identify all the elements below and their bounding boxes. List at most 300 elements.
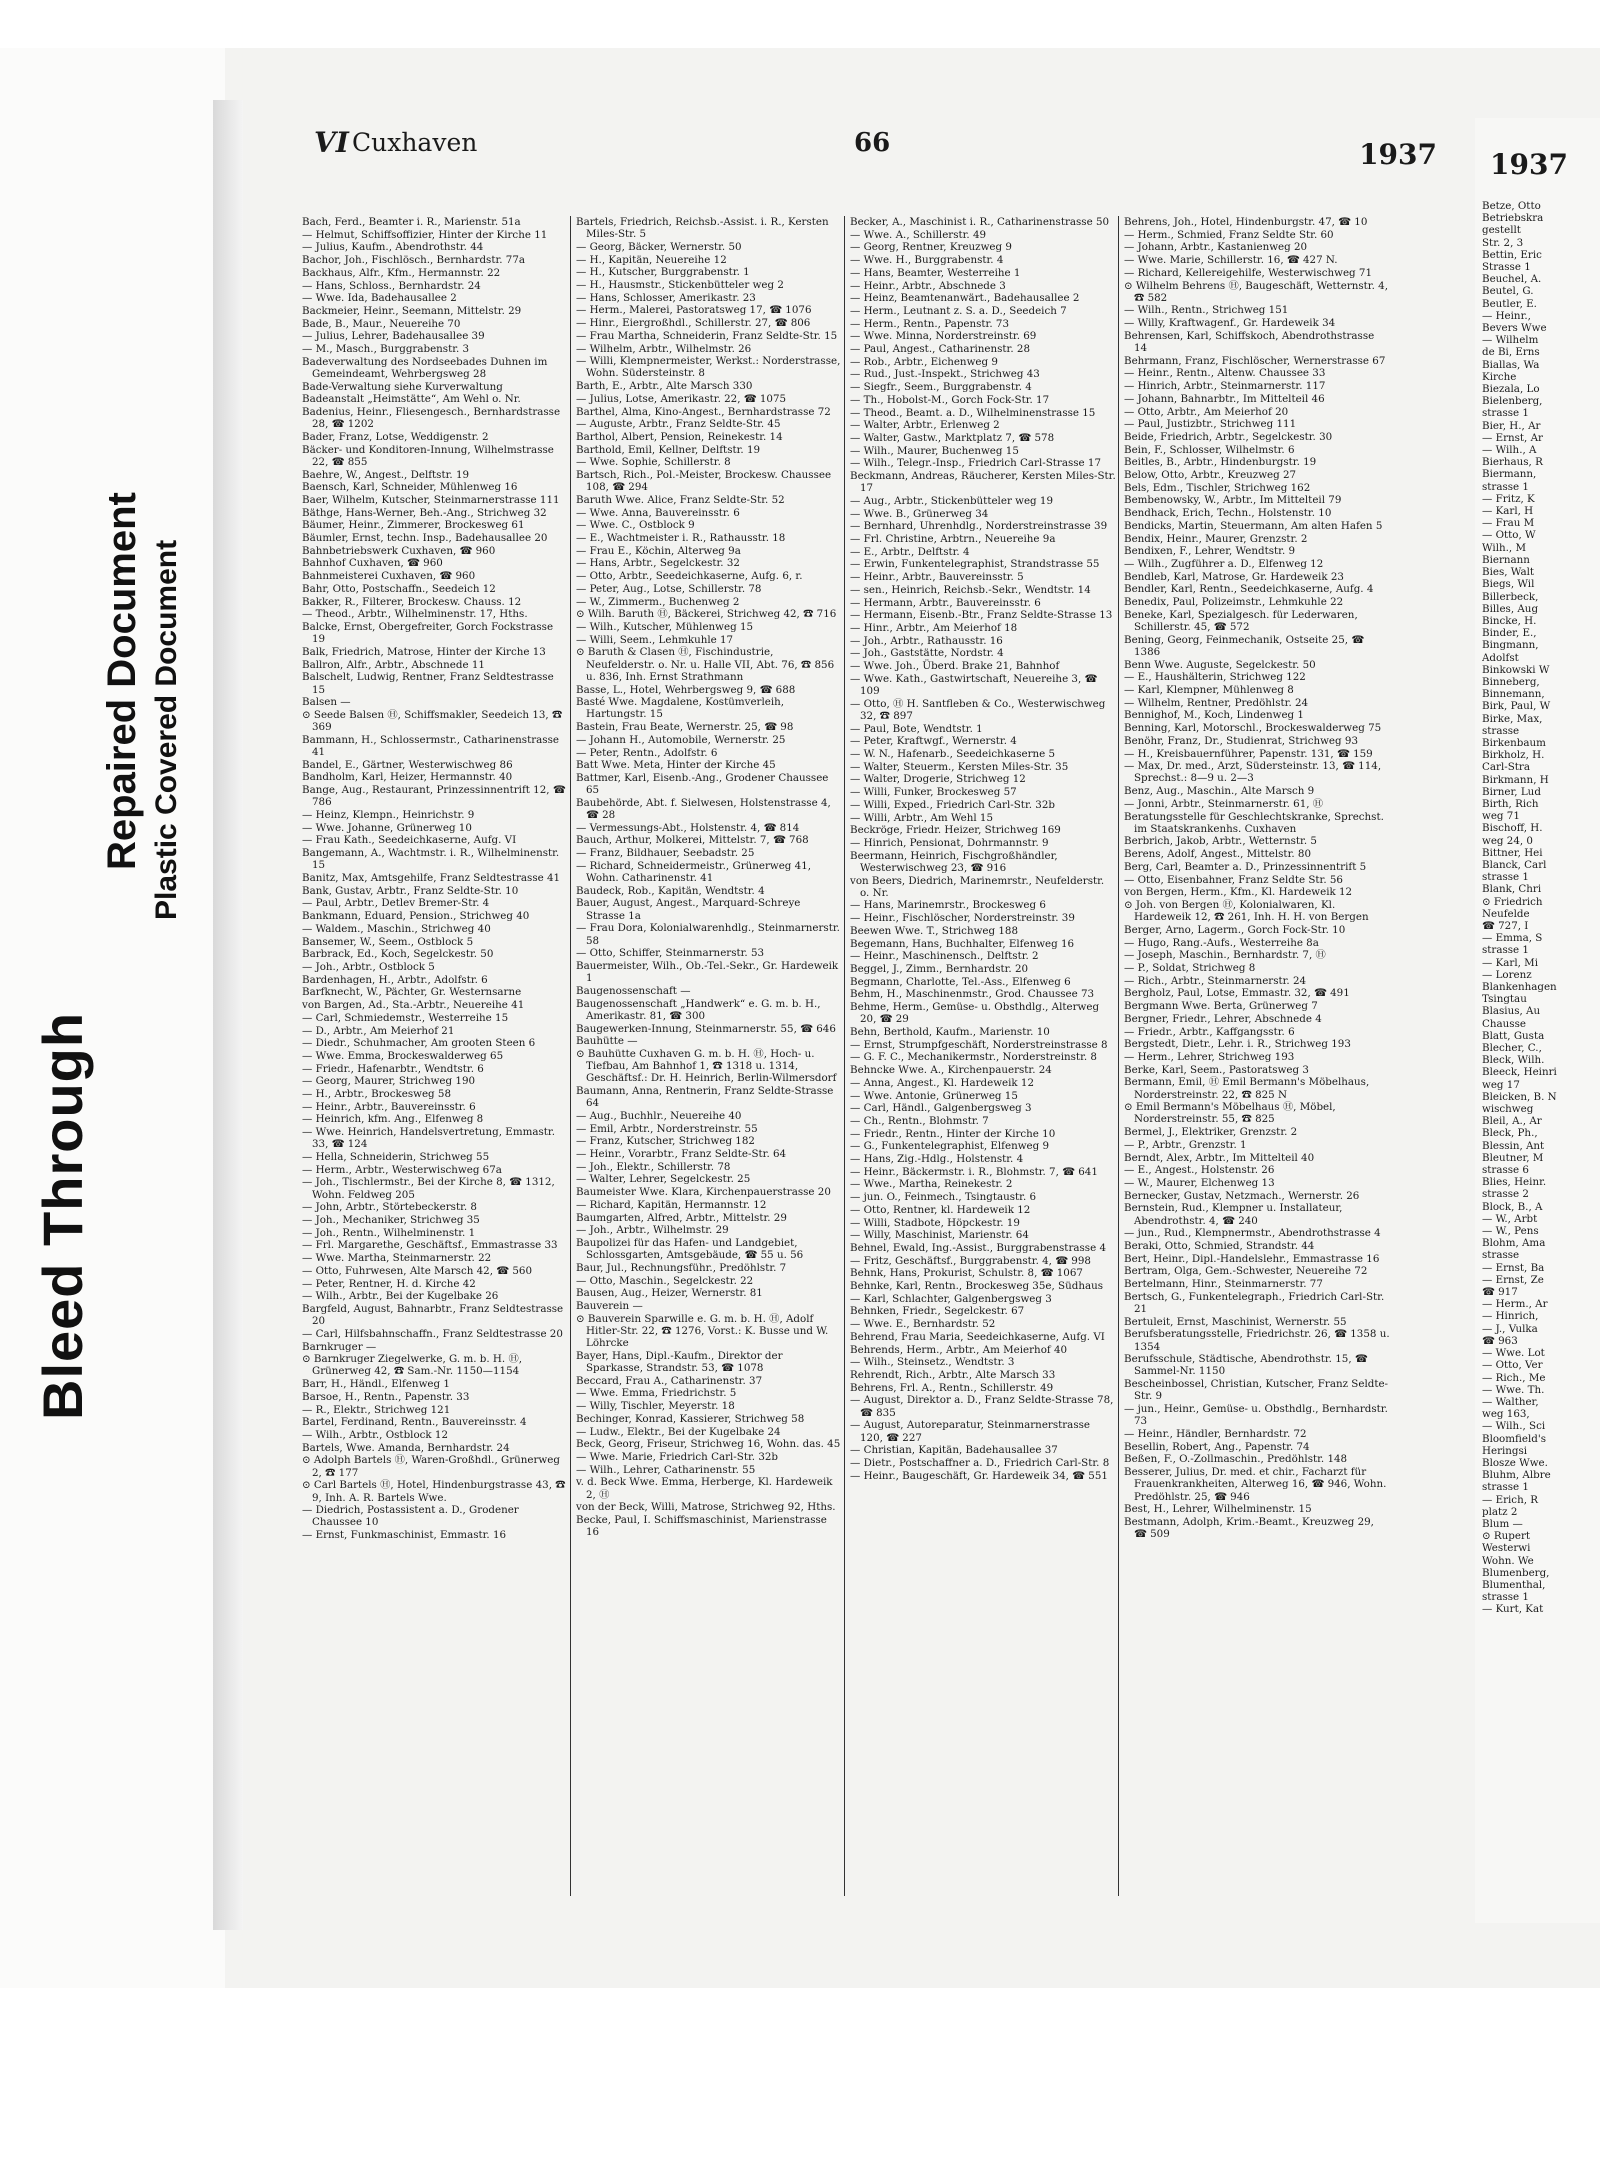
directory-entry: Bangemann, A., Wachtmstr. i. R., Wilhelminenstr. 15 (302, 847, 560, 872)
directory-entry: Bennighof, M., Koch, Lindenweg 1 (1124, 709, 1304, 722)
directory-entry: Bachor, Joh., Fischlösch., Bernhardstr. 77a (302, 254, 526, 267)
next-page-entry-fragment: Bier, H., Ar (1482, 419, 1541, 432)
directory-entry: Bank, Gustav, Arbtr., Franz Seldte-Str. 10 (302, 884, 519, 897)
directory-entry: Bausen, Aug., Heizer, Wernerstr. 81 (576, 1287, 763, 1300)
directory-entry: Benz, Aug., Maschin., Alte Marsch 9 (1124, 785, 1315, 798)
next-page-entry-fragment: Neufelde (1482, 907, 1530, 920)
next-page-entry-fragment: Bleck, Wilh. (1482, 1054, 1545, 1067)
directory-entry: Behm, H., Maschinenmstr., Grod. Chaussee 73 (850, 988, 1095, 1001)
directory-entry: Benedix, Paul, Polizeimstr., Lehmkuhle 22 (1124, 596, 1344, 609)
directory-entry: Bernstein, Rud., Klempner u. Installateur, Abendrothstr. 4, ☎ 240 (1124, 1202, 1343, 1227)
directory-entry: — Frl. Margarethe, Geschäftsf., Emmastrasse 33 (302, 1239, 558, 1252)
directory-entry: — Herm., Leutnant z. S. a. D., Seedeich 7 (850, 304, 1067, 317)
directory-entry: — Anna, Angest., Kl. Hardeweik 12 (850, 1076, 1035, 1089)
directory-entry: Baugenossenschaft — (576, 984, 691, 997)
stamp-plastic-covered: Plastic Covered Document (150, 539, 183, 920)
directory-entry: — Walter, Lehrer, Segelckestr. 25 (576, 1173, 751, 1186)
next-page-entry-fragment: gestellt (1482, 224, 1521, 237)
next-page-entry-fragment: Bischoff, H. (1482, 822, 1543, 835)
directory-entry: — Rich., Arbtr., Steinmarnerstr. 24 (1124, 974, 1307, 987)
directory-entry: — jun. O., Feinmech., Tsingtaustr. 6 (850, 1191, 1037, 1204)
next-page-entry-fragment: Beutler, E. (1482, 297, 1537, 310)
next-page-entry-fragment: weg 163, (1482, 1408, 1530, 1421)
next-page-entry-fragment: strasse (1482, 724, 1520, 737)
directory-entry: — Wwe. Marie, Schillerstr. 16, ☎ 427 N. (1124, 254, 1338, 267)
directory-entry: — Herm., Arbtr., Westerwischweg 67a (302, 1163, 502, 1176)
directory-entry: — Helmut, Schiffsoffizier, Hinter der Kirche 11 (302, 228, 548, 241)
directory-entry: — Heinr., Arbtr., Abschnede 3 (850, 279, 1006, 292)
directory-entry: — Heinr., Rentn., Altenw. Chaussee 33 (1124, 367, 1326, 380)
directory-entry: — Waldem., Maschin., Strichweg 40 (302, 922, 491, 935)
directory-entry: Bestmann, Adolph, Krim.-Beamt., Kreuzweg 29, ☎ 509 (1124, 1515, 1374, 1541)
next-page-entry-fragment: — Karl, Mi (1482, 956, 1538, 969)
directory-entry: — Heinr., Maschinensch., Delftstr. 2 (850, 950, 1039, 963)
directory-entry: Bäthge, Hans-Werner, Beh.-Ang., Strichweg 32 (302, 506, 547, 519)
directory-entry: Begemann, Hans, Buchhalter, Elfenweg 16 (850, 937, 1075, 950)
directory-entry: — Theod., Beamt. a. D., Wilhelminenstrasse 15 (850, 406, 1096, 419)
directory-entry: — Hinr., Eiergroßhdl., Schillerstr. 27, ☎ 806 (576, 317, 811, 330)
next-page-column (1482, 200, 1600, 1850)
stamp-bleed-through: Bleed Through (31, 1011, 94, 1420)
directory-entry: Barthold, Emil, Kellner, Delftstr. 19 (576, 443, 761, 456)
next-page-entry-fragment: weg 24, 0 (1482, 834, 1533, 847)
directory-entry: Becke, Paul, I. Schiffsmaschinist, Marienstrasse 16 (576, 1513, 827, 1539)
directory-entry: — Richard, Kapitän, Hermannstr. 12 (576, 1198, 767, 1211)
directory-entry: — Wilhelm, Rentner, Predöhlstr. 24 (1124, 696, 1309, 709)
directory-entry: — Wilh., Kutscher, Mühlenweg 15 (576, 621, 754, 633)
directory-entry: — Heinr., Fischlöscher, Norderstreinstr. 39 (850, 912, 1075, 925)
directory-entry: — Joh., Tischlermstr., Bei der Kirche 8, ☎ 1312, Wohn. Feldweg 205 (302, 1176, 555, 1201)
directory-entry: — Hans, Schlosser, Amerikastr. 23 (576, 291, 756, 304)
next-page-entry-fragment: — Frau M (1482, 517, 1535, 530)
directory-entry: — jun., Rud., Klempnermstr., Abendrothstrasse 4 (1124, 1227, 1381, 1240)
directory-entry: Benning, Karl, Motorschl., Brockeswalderweg 75 (1124, 722, 1382, 735)
directory-entry: Bertelmann, Hinr., Steinmarnerstr. 77 (1124, 1278, 1323, 1291)
directory-entry: — Joh., Rentn., Wilhelminenstr. 1 (302, 1226, 476, 1239)
directory-entry: — Wwe. Antonie, Grünerweg 15 (850, 1089, 1018, 1102)
directory-entry: — Georg, Rentner, Kreuzweg 9 (850, 241, 1012, 254)
directory-entry: Bartel, Ferdinand, Rentn., Bauvereinsstr. 4 (302, 1416, 527, 1429)
directory-entry: — Hans, Schloss., Bernhardstr. 24 (302, 279, 481, 292)
directory-entry: — Wwe. C., Ostblock 9 (576, 519, 695, 532)
directory-entry: — E., Angest., Holstenstr. 26 (1124, 1164, 1275, 1177)
directory-entry: Rehrendt, Rich., Arbtr., Alte Marsch 33 (850, 1368, 1056, 1381)
directory-entry: — Willi, Exped., Friedrich Carl-Str. 32b (850, 798, 1055, 811)
directory-entry: Becker, A., Maschinist i. R., Catharinenstrasse 50 (850, 216, 1110, 228)
next-page-year: 1937 (1490, 148, 1568, 181)
directory-entry: Beßen, F., O.-Zollmaschin., Predöhlstr. 148 (1124, 1453, 1348, 1466)
directory-entry: — Frau Kath., Seedeichkaserne, Aufg. VI (302, 834, 517, 847)
directory-entry: ⊙ Bauverein Sparwille e. G. m. b. H. Ⓗ, Adolf Hitler-Str. 22, ☎ 1276, Vorst.: K. Busse und W. Löhrcke (576, 1312, 829, 1350)
directory-entry: — Frau E., Köchin, Alterweg 9a (576, 544, 741, 557)
directory-entry: — Joseph, Maschin., Bernhardstr. 7, Ⓗ (1124, 949, 1326, 962)
directory-entry: Balcke, Ernst, Obergefreiter, Gorch Fockstrasse 19 (302, 621, 554, 646)
directory-entry: — Heinr., Baugeschäft, Gr. Hardeweik 34, ☎ 551 (850, 1469, 1108, 1482)
directory-entry: — Georg, Bäcker, Wernerstr. 50 (576, 240, 742, 253)
directory-entry: — Johann H., Automobile, Wernerstr. 25 (576, 733, 786, 746)
directory-entry: Barr, H., Händl., Elfenweg 1 (302, 1378, 450, 1391)
directory-entry: — Paul, Arbtr., Detlev Bremer-Str. 4 (302, 897, 490, 910)
directory-entry: — Heinr., Arbtr., Bauvereinsstr. 6 (302, 1100, 476, 1113)
next-page-entry-fragment: Blosze Wwe. (1482, 1456, 1548, 1469)
directory-entry: Bert, Heinr., Dipl.-Handelslehr., Emmastrasse 16 (1124, 1252, 1380, 1265)
directory-entry: Bertuleit, Ernst, Maschinist, Wernerstr. 55 (1124, 1315, 1347, 1328)
next-page-entry-fragment: strasse 1 (1482, 480, 1529, 493)
directory-entry: Baumeister Wwe. Klara, Kirchenpauerstrasse 20 (576, 1186, 831, 1199)
directory-entry: — Walter, Arbtr., Erlenweg 2 (850, 419, 1000, 432)
next-page-entry-fragment: Bincke, H. (1482, 614, 1537, 627)
directory-entry: — Wwe., Martha, Reinekestr. 2 (850, 1178, 1013, 1191)
next-page-entry-fragment: Biezala, Lo (1482, 383, 1540, 396)
directory-entry: — Hinrich, Pensionat, Dohrmannstr. 9 (850, 836, 1049, 849)
next-page-entry-fragment: Wilh., M (1482, 541, 1526, 554)
directory-entry: Bendicks, Martin, Steuermann, Am alten Hafen 5 (1124, 519, 1383, 532)
directory-entry: — Wwe. Anna, Bauvereinsstr. 6 (576, 506, 740, 519)
directory-entry: Bergholz, Paul, Lotse, Emmastr. 32, ☎ 491 (1124, 987, 1350, 1000)
directory-entry: Balk, Friedrich, Matrose, Hinter der Kirche 13 (302, 645, 546, 658)
next-page-entry-fragment: Birke, Max, (1482, 712, 1543, 725)
next-page-entry-fragment: — Wilh., Sci (1482, 1420, 1546, 1433)
directory-entry: — Christian, Kapitän, Badehausallee 37 (850, 1444, 1058, 1457)
column-2 (576, 216, 842, 1896)
directory-entry: ⊙ Barnkruger Ziegelwerke, G. m. b. H. Ⓗ, Grünerweg 42, ☎ Sam.-Nr. 1150—1154 (302, 1353, 523, 1378)
directory-entry: Behnken, Friedr., Segelckestr. 67 (850, 1305, 1025, 1318)
directory-entry: — Wwe. Minna, Norderstreinstr. 69 (850, 330, 1037, 343)
directory-entry: — Wilh., Zugführer a. D., Elfenweg 12 (1124, 557, 1324, 570)
directory-entry: — Herm., Rentn., Papenstr. 73 (850, 317, 1009, 330)
next-page-entry-fragment: Carl-Stra (1482, 761, 1530, 774)
archive-stamp (30, 70, 210, 1860)
directory-entry: — Hans, Beamter, Westerreihe 1 (850, 266, 1021, 279)
directory-entry: Balsen — (302, 696, 351, 709)
next-page-entry-fragment: — Ernst, Ar (1482, 431, 1543, 444)
directory-entry: — sen., Heinrich, Reichsb.-Sekr., Wendtstr. 14 (850, 583, 1091, 596)
next-page-entry-fragment: Birth, Rich (1482, 797, 1539, 810)
next-page-entry-fragment: Westerwi (1482, 1542, 1531, 1555)
directory-entry: — Hermann, Arbtr., Bauvereinsstr. 6 (850, 596, 1041, 609)
directory-entry: Bergner, Friedr., Lehrer, Abschnede 4 (1124, 1012, 1322, 1025)
directory-entry: Bäcker- und Konditoren-Innung, Wilhelmstrasse 22, ☎ 855 (302, 443, 554, 468)
directory-entry: — Wwe. H., Burggrabenstr. 4 (850, 254, 1004, 267)
directory-entry: — Carl, Hilfsbahnschaffn., Franz Seldtestrasse 20 (302, 1327, 563, 1340)
directory-entry: Barthel, Alma, Kino-Angest., Bernhardstrasse 72 (576, 405, 831, 418)
directory-entry: Behrens, Frl. A., Rentn., Schillerstr. 49 (850, 1381, 1054, 1394)
directory-entry: — Wwe. E., Bernhardstr. 52 (850, 1318, 996, 1331)
directory-entry: — D., Arbtr., Am Meierhof 21 (302, 1024, 455, 1037)
directory-entry: Bening, Georg, Feinmechanik, Ostseite 25, ☎ 1386 (1124, 633, 1365, 658)
directory-entry: Bartels, Wwe. Amanda, Bernhardstr. 24 (302, 1441, 510, 1454)
directory-entry: — Walter, Steuerm., Kersten Miles-Str. 35 (850, 760, 1069, 773)
directory-entry: Berg, Carl, Beamter a. D., Prinzessinnentrift 5 (1124, 860, 1367, 873)
directory-entry: — Willi, Stadbote, Höpckestr. 19 (850, 1216, 1020, 1229)
directory-entry: Bammann, H., Schlossermstr., Catharinenstrasse 41 (302, 733, 559, 759)
directory-entry: — Richard, Schneidermeistr., Grünerweg 41, Wohn. Catharinenstr. 41 (576, 859, 812, 885)
next-page-entry-fragment: strasse (1482, 1249, 1520, 1262)
directory-entry: Berger, Arno, Lagerm., Gorch Fock-Str. 10 (1124, 923, 1346, 936)
directory-entry: — Diedrich, Postassistent a. D., Grodener Chaussee 10 (302, 1504, 519, 1529)
next-page-entry-fragment: Birk, Paul, W (1482, 700, 1551, 713)
directory-entry: Bendixen, F., Lehrer, Wendtstr. 9 (1124, 545, 1296, 558)
page-number: 66 (854, 128, 891, 158)
next-page-entry-fragment: Bingmann, (1482, 639, 1539, 652)
directory-entry: Behnke, Karl, Rentn., Brockesweg 35e, Südhaus (850, 1280, 1104, 1293)
next-page-entry-fragment: — Karl, H (1482, 505, 1534, 518)
next-page-entry-fragment: weg 71 (1482, 810, 1520, 823)
directory-entry: Battmer, Karl, Eisenb.-Ang., Grodener Chaussee 65 (576, 771, 829, 797)
directory-entry: — Ludw., Elektr., Bei der Kugelbake 24 (576, 1425, 781, 1438)
directory-entry: — Wilh., Steinsetz., Wendtstr. 3 (850, 1356, 1015, 1369)
directory-entry: — Emil, Arbtr., Norderstreinstr. 55 (576, 1122, 758, 1135)
directory-entry: — Rud., Just.-Inspekt., Strichweg 43 (850, 368, 1040, 381)
directory-entry: — Peter, Rentner, H. d. Kirche 42 (302, 1277, 476, 1290)
next-page-entry-fragment: Blasius, Au (1482, 1005, 1541, 1018)
directory-entry: — Friedr., Arbtr., Kaffgangsstr. 6 (1124, 1025, 1295, 1038)
directory-entry: Bäumer, Heinr., Zimmerer, Brockesweg 61 (302, 519, 525, 532)
directory-entry: — Willi, Arbtr., Am Wehl 15 (850, 811, 993, 824)
directory-entry: — Julius, Kaufm., Abendrothstr. 44 (302, 241, 484, 254)
directory-entry: Basté Wwe. Magdalene, Kostümverleih, Hartungstr. 15 (576, 696, 785, 721)
directory-entry: — Wwe. Heinrich, Handelsvertretung, Emmastr. 33, ☎ 124 (302, 1126, 555, 1151)
directory-entry: — Hans, Marinemrstr., Brockesweg 6 (850, 899, 1046, 912)
directory-entry: — Frau Dora, Kolonialwarenhdlg., Steinmarnerstr. 58 (576, 922, 840, 947)
directory-entry: Baugewerken-Innung, Steinmarnerstr. 55, ☎ 646 (576, 1022, 836, 1035)
directory-entry: — Joh., Arbtr., Ostblock 5 (302, 960, 435, 973)
next-page-entry-fragment: — Rich., Me (1482, 1371, 1546, 1384)
directory-entry: — Wwe. Emma, Brockeswalderweg 65 (302, 1049, 504, 1062)
directory-entry: — H., Arbtr., Brockesweg 58 (302, 1088, 452, 1101)
directory-entry: Beckröge, Friedr. Heizer, Strichweg 169 (850, 824, 1061, 837)
directory-entry: — Wwe. B., Grünerweg 34 (850, 507, 989, 520)
directory-entry: Bescheinbossel, Christian, Kutscher, Franz Seldte-Str. 9 (1124, 1378, 1389, 1403)
next-page-entry-fragment: Tsingtau (1482, 993, 1527, 1006)
directory-entry: v. d. Beck Wwe. Emma, Herberge, Kl. Hardeweik 2, Ⓗ (576, 1476, 833, 1501)
directory-entry: Barbrack, Ed., Koch, Segelckestr. 50 (302, 948, 494, 961)
directory-entry: Bandholm, Karl, Heizer, Hermannstr. 40 (302, 771, 513, 784)
directory-entry: — Hinr., Arbtr., Am Meierhof 18 (850, 622, 1018, 634)
directory-entry: — Paul, Justizbtr., Strichweg 111 (1124, 418, 1297, 431)
directory-entry: Beggel, J., Zimm., Bernhardstr. 20 (850, 962, 1029, 975)
directory-entry: — W., Zimmerm., Buchenweg 2 (576, 595, 740, 608)
directory-entry: Bayer, Hans, Dipl.-Kaufm., Direktor der Sparkasse, Strandstr. 53, ☎ 1078 (576, 1349, 783, 1374)
directory-entry: — Otto, Schiffer, Steinmarnerstr. 53 (576, 947, 765, 960)
directory-entry: Ballron, Alfr., Arbtr., Abschnede 11 (302, 658, 485, 671)
directory-entry: Banitz, Max, Amtsgehilfe, Franz Seldtestrasse 41 (302, 872, 561, 885)
directory-entry: Barthol, Albert, Pension, Reinekestr. 14 (576, 430, 783, 443)
next-page-entry-fragment: Blumenthal, (1482, 1578, 1546, 1591)
directory-entry: Bermann, Emil, Ⓗ Emil Bermann's Möbelhaus, Norderstreinstr. 22, ☎ 825 N (1124, 1076, 1370, 1101)
next-page-entry-fragment: Kirche (1482, 370, 1517, 383)
directory-entry: — Otto, Maschin., Segelckestr. 22 (576, 1274, 754, 1287)
directory-page (232, 108, 1457, 1923)
next-page-entry-fragment: Blank, Chri (1482, 883, 1542, 896)
next-page-entry-fragment: — Lorenz (1482, 968, 1532, 981)
directory-entry: — Hans, Arbtr., Segelckestr. 32 (576, 557, 740, 570)
directory-entry: — M., Masch., Burggrabenstr. 3 (302, 343, 470, 356)
directory-entry: Beermann, Heinrich, Fischgroßhändler, Westerwischweg 23, ☎ 916 (850, 849, 1058, 874)
directory-entry: — Diedr., Schuhmacher, Am grooten Steen 6 (302, 1037, 536, 1050)
directory-entry: von der Beck, Willi, Matrose, Strichweg 92, Hths. (576, 1501, 836, 1514)
directory-entry: — Richard, Kellereigehilfe, Westerwischweg 71 (1124, 266, 1373, 279)
directory-entry: — Heinz, Beamtenanwärt., Badehausallee 2 (850, 292, 1080, 305)
next-page-entry-fragment: Bierhaus, R (1482, 456, 1543, 469)
next-page-entry-fragment: Biallas, Wa (1482, 358, 1540, 371)
next-page-entry-fragment: Betze, Otto (1482, 200, 1541, 212)
directory-entry: — Aug., Arbtr., Stickenbütteler weg 19 (850, 494, 1054, 507)
directory-entry: Bels, Edm., Tischler, Strichweg 162 (1124, 481, 1311, 494)
directory-entry: Behrmann, Franz, Fischlöscher, Wernerstrasse 67 (1124, 354, 1386, 367)
city-name: Cuxhaven (352, 128, 478, 157)
directory-entry: — Julius, Lehrer, Badehausallee 39 (302, 330, 485, 343)
directory-entry: — Wilh., Telegr.-Insp., Friedrich Carl-Strasse 17 (850, 457, 1102, 470)
directory-entry: Balschelt, Ludwig, Rentner, Franz Seldtestrasse 15 (302, 671, 554, 696)
directory-entry: — Otto, Arbtr., Seedeichkaserne, Aufg. 6, r. (576, 570, 803, 583)
directory-entry: — Wilh., Arbtr., Bei der Kugelbake 26 (302, 1290, 499, 1303)
next-page-entry-fragment: Bloomfield's (1482, 1432, 1546, 1445)
directory-entry: Bendler, Karl, Rentn., Seedeichkaserne, Aufg. 4 (1124, 583, 1374, 596)
directory-entry: — Hugo, Rang.-Aufs., Westerreihe 8a (1124, 936, 1319, 949)
directory-entry: Baer, Wilhelm, Kutscher, Steinmarnerstrasse 111 (302, 493, 560, 506)
directory-entry: Barth, E., Arbtr., Alte Marsch 330 (576, 380, 753, 393)
directory-entry: — G., Funkentelegraphist, Elfenweg 9 (850, 1140, 1050, 1153)
column-1 (302, 216, 568, 1896)
next-page-entry-fragment: — Ernst, Ba (1482, 1261, 1545, 1274)
directory-entry: — Wwe. Marie, Friedrich Carl-Str. 32b (576, 1450, 779, 1463)
directory-entry: Bauch, Arthur, Molkerei, Mittelstr. 7, ☎ 768 (576, 834, 809, 847)
directory-entry: — Carl, Händl., Galgenbergsweg 3 (850, 1102, 1032, 1115)
next-page-entry-fragment: — Wilh., A (1482, 444, 1537, 457)
directory-entry: Baumgarten, Alfred, Arbtr., Mittelstr. 29 (576, 1211, 787, 1224)
next-page-entry-fragment: — Kurt, Kat (1482, 1603, 1544, 1616)
directory-entry: — Wilh., Maurer, Buchenweg 15 (850, 444, 1019, 457)
next-page-entry-fragment: weg 17 (1482, 1078, 1520, 1091)
next-page-entry-fragment: Blohm, Ama (1482, 1237, 1546, 1250)
directory-entry: — Wwe. Joh., Überd. Brake 21, Bahnhof (850, 660, 1060, 673)
directory-entry: — Joh., Gaststätte, Nordstr. 4 (850, 647, 1004, 660)
directory-entry: — August, Autoreparatur, Steinmarnerstrasse 120, ☎ 227 (850, 1419, 1090, 1444)
directory-entry: — Th., Hobolst-M., Gorch Fock-Str. 17 (850, 393, 1050, 406)
next-page-entry-fragment: Biermann, (1482, 468, 1537, 481)
directory-entry: — Herm., Malerei, Pastoratsweg 17, ☎ 1076 (576, 304, 812, 317)
next-page-entry-fragment: ☎ 727, I (1482, 919, 1529, 932)
directory-entry: — Julius, Lotse, Amerikastr. 22, ☎ 1075 (576, 392, 787, 405)
directory-entry: — Paul, Angest., Catharinenstr. 28 (850, 343, 1030, 356)
next-page-entry-fragment: Biernann (1482, 553, 1530, 566)
next-page-entry-fragment: Str. 2, 3 (1482, 236, 1524, 249)
next-page-entry-fragment: strasse 6 (1482, 1164, 1529, 1177)
directory-entry: — Franz, Kutscher, Strichweg 182 (576, 1135, 755, 1148)
next-page-entry-fragment: Blecher, C., (1482, 1042, 1542, 1055)
directory-entry: — Friedr., Rentn., Hinter der Kirche 10 (850, 1127, 1056, 1140)
running-header (232, 108, 1457, 171)
directory-entry: — Walter, Gastw., Marktplatz 7, ☎ 578 (850, 431, 1055, 444)
directory-entry: — H., Kreisbauernführer, Papenstr. 131, ☎ 159 (1124, 747, 1373, 760)
next-page-entry-fragment: Biegs, Wil (1482, 578, 1535, 591)
directory-entry: — Wilhelm, Arbtr., Wilhelmstr. 26 (576, 342, 752, 355)
next-page-entry-fragment: Bleutner, M (1482, 1151, 1544, 1164)
directory-entry: — Willi, Funker, Brockesweg 57 (850, 786, 1017, 799)
next-page-entry-fragment: Binnemann, (1482, 688, 1545, 701)
directory-entry: — E., Wachtmeister i. R., Rathausstr. 18 (576, 532, 786, 545)
directory-entry: — Erwin, Funkentelegraphist, Strandstrasse 55 (850, 558, 1100, 571)
directory-entry: ⊙ Wilhelm Behrens Ⓗ, Baugeschäft, Wetternstr. 4, ☎ 582 (1124, 279, 1388, 304)
directory-entry: — Johann, Arbtr., Kastanienweg 20 (1124, 241, 1308, 254)
directory-entry: Beraki, Otto, Schmied, Strandstr. 44 (1124, 1239, 1315, 1252)
directory-entry: — Friedr., Hafenarbtr., Wendtstr. 6 (302, 1062, 484, 1075)
next-page-entry-fragment: wischweg (1482, 1103, 1534, 1116)
directory-entry: Beewen Wwe. T., Strichweg 188 (850, 924, 1019, 937)
column-rule (570, 216, 571, 1896)
stamp-repaired-document: Repaired Document (100, 492, 144, 870)
directory-entry: ⊙ Baruth & Clasen Ⓗ, Fischindustrie, Neufelderstr. o. Nr. u. Halle VII, Abt. 76, ☎ 856 u. 836, Inh. Ernst Strathmann (576, 646, 835, 683)
next-page-entry-fragment: strasse 1 (1482, 871, 1529, 884)
next-page-entry-fragment: ☎ 963 (1482, 1334, 1518, 1347)
next-page-entry-fragment: — Otto, W (1482, 529, 1536, 542)
directory-entry: — Peter, Rentn., Adolfstr. 6 (576, 746, 718, 759)
directory-entry: — Johann, Bahnarbtr., Im Mittelteil 46 (1124, 392, 1325, 405)
directory-entry: — Wwe. Emma, Friedrichstr. 5 (576, 1387, 737, 1400)
directory-entry: Bade, B., Maur., Neuereihe 70 (302, 317, 461, 330)
directory-entry: ⊙ Emil Bermann's Möbelhaus Ⓗ, Möbel, Norderstreinstr. 55, ☎ 825 (1124, 1101, 1336, 1126)
directory-entry: — Walter, Drogerie, Strichweg 12 (850, 773, 1026, 786)
directory-entry: Barsoe, H., Rentn., Papenstr. 33 (302, 1390, 470, 1403)
next-page-entry-fragment: ☎ 917 (1482, 1286, 1518, 1299)
directory-entry: — R., Elektr., Strichweg 121 (302, 1403, 451, 1416)
directory-entry: Bade-Verwaltung siehe Kurverwaltung (302, 380, 503, 393)
directory-entry: — Frl. Christine, Arbtrn., Neuereihe 9a (850, 533, 1056, 546)
next-page-entry-fragment: Binneberg, (1482, 675, 1540, 688)
next-page-entry-fragment: strasse 1 (1482, 1591, 1529, 1604)
directory-entry: — Herm., Lehrer, Strichweg 193 (1124, 1050, 1295, 1063)
directory-entry: Bahnhof Cuxhaven, ☎ 960 (302, 557, 443, 570)
next-page-entry-fragment: strasse 1 (1482, 1481, 1529, 1494)
directory-entry: — Willi, Seem., Lehmkuhle 17 (576, 633, 734, 646)
directory-entry: — Siegfr., Seem., Burggrabenstr. 4 (850, 381, 1032, 394)
next-page-entry-fragment: — W., Arbt (1482, 1212, 1538, 1225)
next-page-entry-fragment: Blum — (1482, 1517, 1523, 1530)
next-page-entry-fragment: Birner, Lud (1482, 785, 1541, 798)
directory-entry: Berufsschule, Städtische, Abendrothstr. 15, ☎ Sammel-Nr. 1150 (1124, 1353, 1368, 1378)
directory-entry: — P., Soldat, Strichweg 8 (1124, 961, 1256, 974)
next-page-entry-fragment: strasse 1 (1482, 944, 1529, 957)
directory-entry: Backhaus, Alfr., Kfm., Hermannstr. 22 (302, 266, 501, 279)
directory-entry: — Peter, Kraftwgf., Wernerstr. 4 (850, 735, 1017, 748)
directory-entry: — Franz, Bildhauer, Seebadstr. 25 (576, 847, 755, 860)
volume-number: VI (314, 126, 349, 159)
directory-entry: Bargfeld, August, Bahnarbtr., Franz Seldtestrasse 20 (302, 1302, 564, 1328)
next-page-entry-fragment: ⊙ Rupert (1482, 1530, 1531, 1543)
directory-entry: Bendhack, Erich, Techn., Holstenstr. 10 (1124, 507, 1332, 520)
directory-entry: Bakker, R., Filterer, Brockesw. Chauss. 12 (302, 595, 522, 608)
directory-entry: Bendix, Heinr., Maurer, Grenzstr. 2 (1124, 532, 1308, 545)
next-page-entry-fragment: — Ernst, Ze (1482, 1273, 1544, 1286)
directory-entry: Bankmann, Eduard, Pension., Strichweg 40 (302, 910, 530, 923)
directory-entry: Bäumler, Ernst, techn. Insp., Badehausallee 20 (302, 532, 548, 545)
next-page-entry-fragment: Adolfst (1482, 651, 1519, 664)
column-3 (850, 216, 1116, 1896)
directory-entry: Bandel, E., Gärtner, Westerwischweg 86 (302, 758, 513, 771)
next-page-entry-fragment: — Walther, (1482, 1395, 1539, 1408)
directory-entry: Bergmann Wwe. Berta, Grünerweg 7 (1124, 1000, 1318, 1013)
directory-entry: Behncke Wwe. A., Kirchenpauerstr. 24 (850, 1064, 1052, 1077)
directory-entry: — Otto, Eisenbahner, Franz Seldte Str. 56 (1124, 873, 1343, 886)
directory-entry: Best, H., Lehrer, Wilhelminenstr. 15 (1124, 1503, 1312, 1516)
next-page-entry-fragment: Chausse (1482, 1017, 1526, 1030)
directory-entry: Behnk, Hans, Prokurist, Schulstr. 8, ☎ 1067 (850, 1267, 1083, 1280)
directory-entry: Bertsch, G., Funkentelegraph., Friedrich Carl-Str. 21 (1124, 1290, 1385, 1315)
directory-entry: Bahnmeisterei Cuxhaven, ☎ 960 (302, 570, 476, 583)
directory-entry: — Heinz, Klempn., Heinrichstr. 9 (302, 809, 475, 822)
directory-entry: — Hinrich, Arbtr., Steinmarnerstr. 117 (1124, 380, 1326, 393)
